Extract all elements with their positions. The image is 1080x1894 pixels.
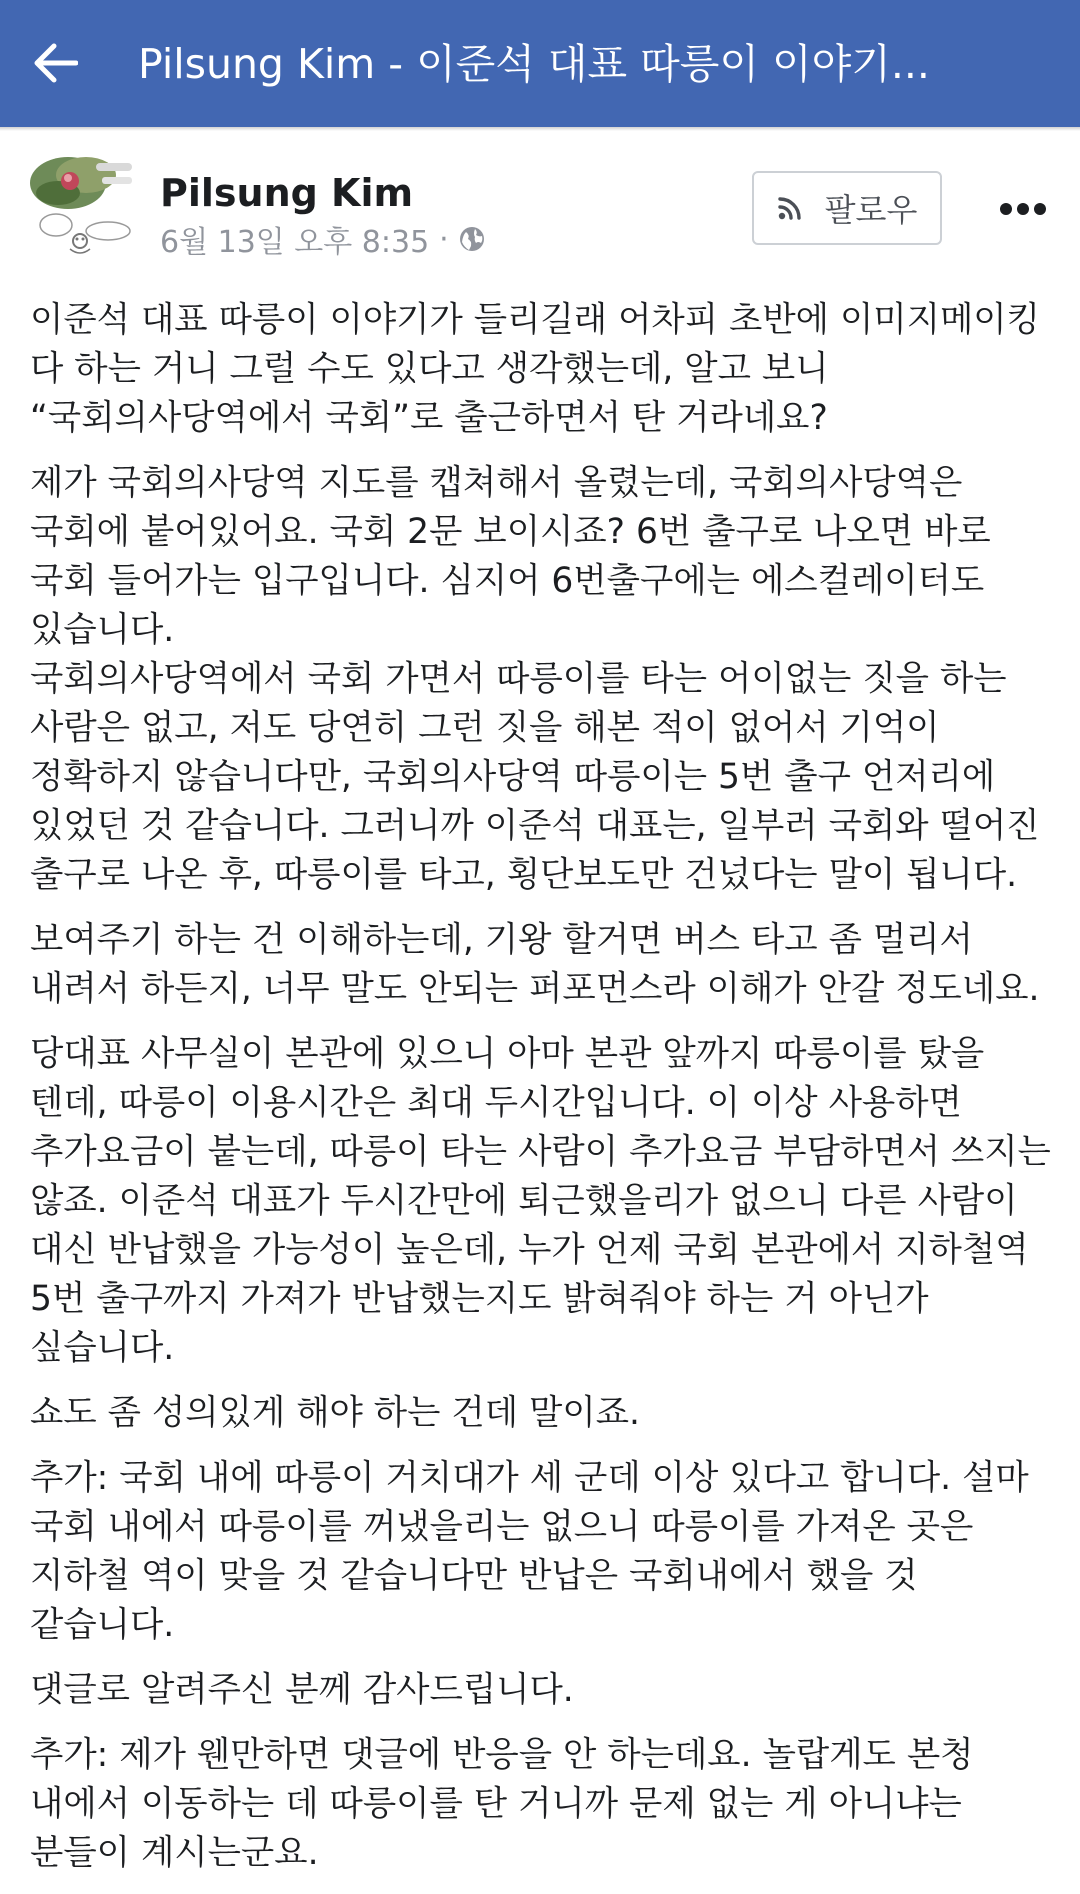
app-bar bbox=[0, 0, 1080, 127]
post-paragraph: 보여주기 하는 건 이해하는데, 기왕 할거면 버스 타고 좀 멀리서 내려서 하든지, 너무 말도 안되는 퍼포먼스라 이해가 안갈 정도네요. bbox=[30, 920, 1040, 1009]
more-options-button[interactable] bbox=[990, 183, 1056, 235]
meta-separator: · bbox=[439, 221, 449, 257]
post-body bbox=[30, 296, 1060, 1894]
author-name[interactable]: Pilsung Kim bbox=[160, 171, 414, 215]
post-timestamp[interactable]: 6월 13일 오후 8:35 bbox=[160, 225, 430, 260]
post-paragraph: 쇼도 좀 성의있게 해야 하는 건데 말이죠. bbox=[30, 1393, 640, 1433]
more-horizontal-icon bbox=[999, 202, 1047, 216]
post-paragraph: 추가: 국회 내에 따릉이 거치대가 세 군데 이상 있다고 합니다. 설마 국회 내에서 따릉이를 꺼냈을리는 없으니 따릉이를 가져온 곳은 지하철 역이 맞을 것 같습니다만 반납은 국회내에서 했을 것 같습니다. bbox=[30, 1458, 1029, 1645]
follow-label: 팔로우 bbox=[824, 191, 918, 229]
follow-button[interactable] bbox=[752, 171, 942, 245]
globe-icon bbox=[459, 226, 485, 252]
avatar-illustration-icon bbox=[28, 153, 140, 265]
back-button[interactable] bbox=[22, 30, 88, 96]
post-meta bbox=[160, 217, 485, 261]
post-paragraph: 이준석 대표 따릉이 이야기가 들리길래 어차피 초반에 이미지메이킹 다 하는 거니 그럴 수도 있다고 생각했는데, 알고 보니 “국회의사당역에서 국회”로 출근하면서 탄 거라네요? bbox=[30, 300, 1040, 438]
post-header bbox=[0, 131, 1080, 281]
page-title: Pilsung Kim - 이준석 대표 따릉이 이야기... bbox=[138, 40, 930, 88]
post-paragraph: 댓글로 알려주신 분께 감사드립니다. bbox=[30, 1670, 574, 1710]
post-paragraph: 제가 국회의사당역 지도를 캡쳐해서 올렸는데, 국회의사당역은 국회에 붙어있어요. 국회 2문 보이시죠? 6번 출구로 나오면 바로 국회 들어가는 입구입니다. 심지어 6번출구에는 에스컬레이터도 있습니다. 국회의사당역에서 국회 가면서 따릉이를 타는 어이없는 짓을 하는 사람은 없고, 저도 당연히 그런 짓을 해본 적이 없어서 기억이 정확하지 않습니다만, 국회의사당역 따릉이는 5번 출구 언저리에 있었던 것 같습니다. 그러니까 이준석 대표는, 일부러 국회와 떨어진 출구로 나온 후, 따릉이를 타고, 횡단보도만 건넜다는 말이 됩니다. bbox=[30, 463, 1040, 895]
avatar[interactable] bbox=[28, 153, 140, 265]
post-paragraph: 추가: 제가 웬만하면 댓글에 반응을 안 하는데요. 놀랍게도 본청 내에서 이동하는 데 따릉이를 탄 거니까 문제 없는 게 아니냐는 분들이 계시는군요. bbox=[30, 1735, 974, 1873]
post-paragraph: 당대표 사무실이 본관에 있으니 아마 본관 앞까지 따릉이를 탔을 텐데, 따릉이 이용시간은 최대 두시간입니다. 이 이상 사용하면 추가요금이 붙는데, 따릉이 타는 사람이 추가요금 부담하면서 쓰지는 않죠. 이준석 대표가 두시간만에 퇴근했을리가 없으니 다른 사람이 대신 반납했을 가능성이 높은데, 누가 언제 국회 본관에서 지하철역 5번 출구까지 가져가 반납했는지도 밝혀줘야 하는 거 아닌가 싶습니다. bbox=[30, 1034, 1051, 1368]
arrow-left-icon bbox=[32, 43, 78, 83]
rss-icon bbox=[777, 195, 803, 221]
